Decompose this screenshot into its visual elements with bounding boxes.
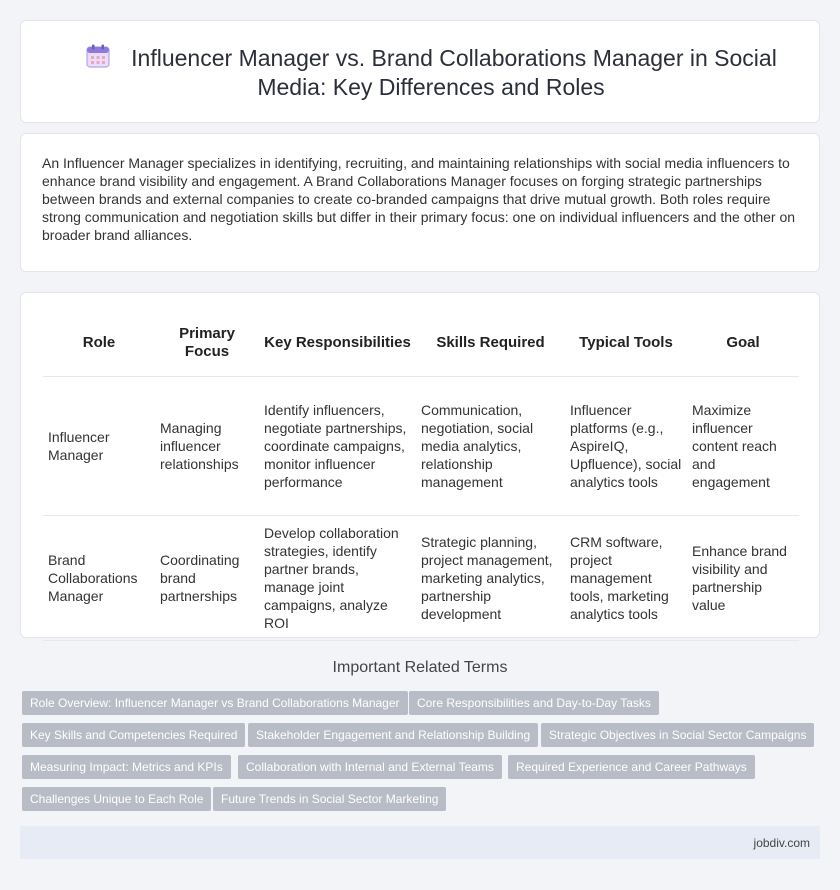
- table-cell: Identify influencers, negotiate partnerships, coordinate campaigns, monitor influencer performance: [259, 376, 416, 515]
- column-header: Skills Required: [416, 313, 565, 376]
- table-cell: Communication, negotiation, social media analytics, relationship management: [416, 376, 565, 515]
- calendar-icon: [85, 43, 111, 69]
- table-cell: Influencer platforms (e.g., AspireIQ, Upfluence), social analytics tools: [565, 376, 687, 515]
- footer-site-link[interactable]: jobdiv.com: [753, 836, 810, 850]
- page-title-text: Influencer Manager vs. Brand Collaborations Manager in Social Media: Key Differences and Roles: [131, 45, 777, 100]
- table-cell: Brand Collaborations Manager: [43, 515, 155, 640]
- comparison-table: [43, 313, 799, 641]
- related-term-tag[interactable]: Strategic Objectives in Social Sector Campaigns: [541, 723, 814, 747]
- column-header: Key Responsibilities: [259, 313, 416, 376]
- page-title: [61, 43, 801, 102]
- table-cell: CRM software, project management tools, marketing analytics tools: [565, 515, 687, 640]
- table-row: [43, 515, 799, 640]
- footer: [20, 826, 820, 859]
- column-header: Goal: [687, 313, 799, 376]
- column-header: Typical Tools: [565, 313, 687, 376]
- comparison-table-card: [20, 292, 820, 638]
- related-terms-title: Important Related Terms: [332, 659, 508, 676]
- table-cell: Strategic planning, project management, marketing analytics, partnership development: [416, 515, 565, 640]
- related-term-tag[interactable]: Stakeholder Engagement and Relationship Building: [248, 723, 538, 747]
- intro-card: [20, 133, 820, 272]
- related-term-tag[interactable]: Challenges Unique to Each Role: [22, 787, 211, 811]
- table-cell: Coordinating brand partnerships: [155, 515, 259, 640]
- table-cell: Develop collaboration strategies, identify partner brands, manage joint campaigns, analyze ROI: [259, 515, 416, 640]
- table-cell: Influencer Manager: [43, 376, 155, 515]
- table-cell: Managing influencer relationships: [155, 376, 259, 515]
- title-card: [20, 20, 820, 123]
- table-cell: Maximize influencer content reach and engagement: [687, 376, 799, 515]
- table-cell: Enhance brand visibility and partnership value: [687, 515, 799, 640]
- related-term-tag[interactable]: Core Responsibilities and Day-to-Day Tasks: [409, 691, 659, 715]
- column-header: Role: [43, 313, 155, 376]
- related-term-tag[interactable]: Collaboration with Internal and External Teams: [238, 755, 502, 779]
- intro-paragraph: An Influencer Manager specializes in identifying, recruiting, and maintaining relationships with social media influencers to enhance brand visibility and engagement. A Brand Collaborations Manager focuses on forging strategic partnerships between brands and external companies to create co-branded campaigns that drive mutual growth. Both roles require strong communication and negotiation skills but differ in their primary focus: one on individual influencers and the other on broader brand alliances.: [42, 155, 796, 243]
- related-term-tag[interactable]: Future Trends in Social Sector Marketing: [213, 787, 446, 811]
- table-header-row: [43, 313, 799, 376]
- related-term-tag[interactable]: Key Skills and Competencies Required: [22, 723, 245, 747]
- related-term-tag[interactable]: Measuring Impact: Metrics and KPIs: [22, 755, 231, 779]
- column-header: Primary Focus: [155, 313, 259, 376]
- related-term-tag[interactable]: Required Experience and Career Pathways: [508, 755, 755, 779]
- related-term-tag[interactable]: Role Overview: Influencer Manager vs Brand Collaborations Manager: [22, 691, 408, 715]
- table-row: [43, 376, 799, 515]
